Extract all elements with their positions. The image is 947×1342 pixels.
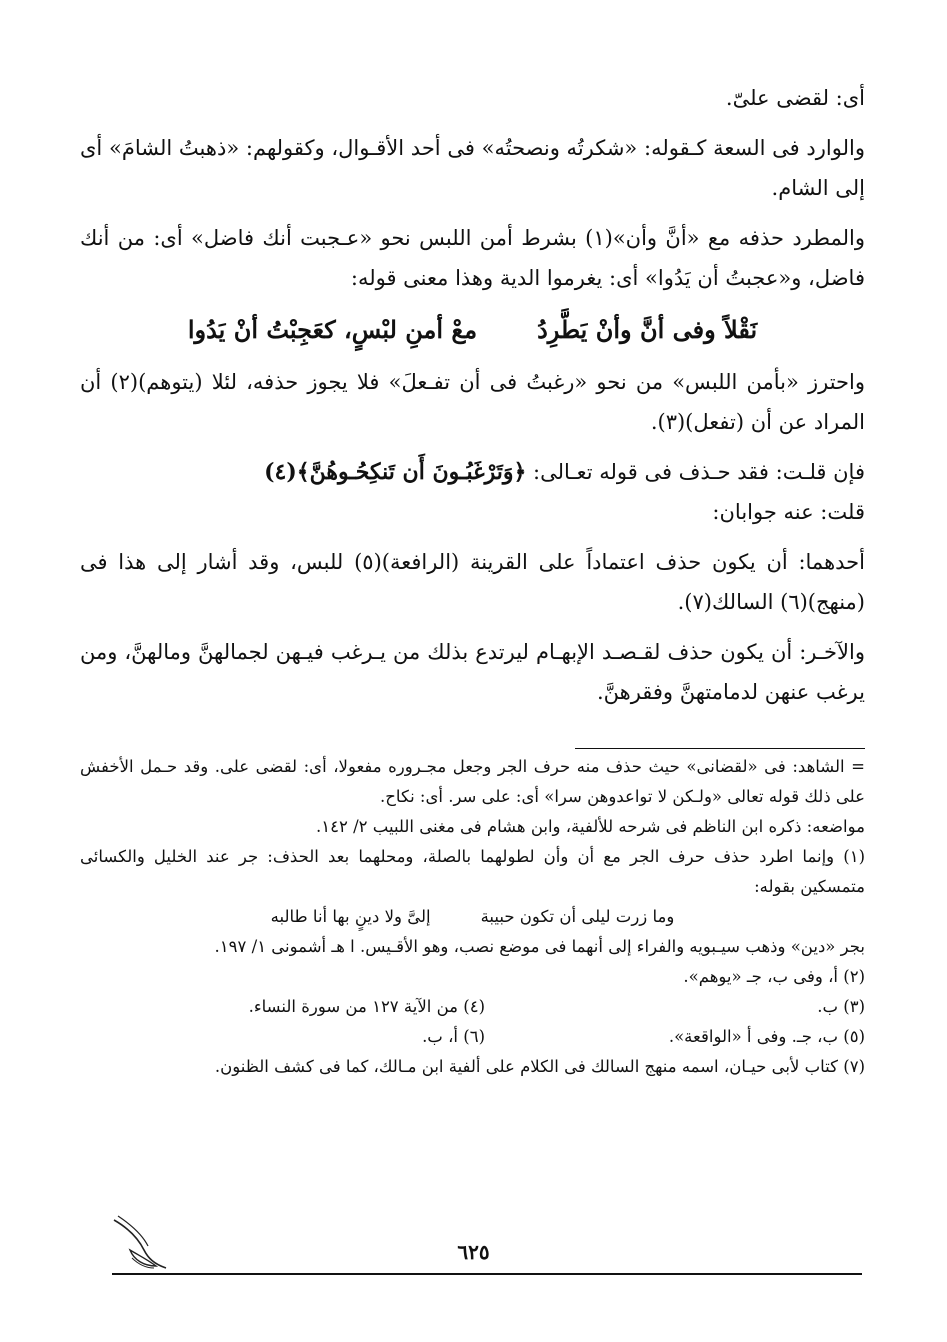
paragraph-3: والمطرد حذفه مع «أنَّ وأن»(١) بشرط أمن اللبس نحو «عـجبت أنك فاضل» أى: من أنك فاضل، و«عجبتُ أن يَدُوا» أى: يغرموا الدية وهذا معنى قوله: [80, 226, 865, 290]
footnote-6: (٦) أ، ب. [422, 1027, 485, 1046]
verse-first-hemistich: نَقْلاً وفى أنَّ وأنْ يَطَّرِدُ [537, 315, 758, 344]
page-number: ٦٢٥ [457, 1240, 490, 1264]
footnote-1: (١) وإنما اطرد حذف حرف الجر مع أن وأن لطولهما بالصلة، ومحلهما بعد الحذف: جر عند الخليل والكسائى متمسكين بقوله: [80, 847, 865, 896]
poetry-verse [80, 308, 865, 352]
paragraph-8: والآخـر: أن يكون حذف لقـصـد الإبهـام ليرتدع بذلك من يـرغب فيـهن لجمالهنَّ ومالهنَّ، ومن يرغب عنهن لدمامتهنَّ وفقرهنَّ. [80, 640, 865, 704]
verse-second-hemistich: معْ أمنِ لبْسٍ، كعَجِبْتُ أنْ يَدُوا [187, 315, 478, 344]
footnote-1-verse [80, 902, 865, 932]
footnote-row-5-6 [80, 1022, 865, 1052]
footnote-4: (٤) من الآية ١٢٧ من سورة النساء. [248, 997, 485, 1016]
bottom-rule [112, 1273, 862, 1275]
footnote-verse-first: وما زرت ليلى أن تكون حبيبة [480, 907, 675, 926]
paragraph-4: واحترز «بأمن اللبس» من نحو «رغبتُ فى أن تفـعلَ» فلا يجوز حذفه، لئلا (يتوهم)(٢) أن المراد عن أن (تفعل)(٣). [80, 370, 866, 434]
paragraph-5 [80, 452, 865, 492]
paragraph-2: والوارد فى السعة كـقوله: «شكرتُه ونصحتُه» فى أحد الأقـوال، وكقولهم: «ذهبتُ الشامَ» أى إلى الشام. [80, 136, 865, 200]
paragraph-5-text: فإن قلـت: فقد حـذف فى قوله تعـالى: [533, 460, 865, 484]
paragraph-6: قلت: عنه جوابان: [712, 500, 865, 524]
footnote-1-continued: بجر «دين» وذهب سيـبويه والفراء إلى أنهما فى موضع نصب، وهو الأقـيس. ا هـ أشمونى ١/ ١٩٧. [214, 937, 865, 956]
footnotes [80, 752, 865, 1082]
footnote-separator [575, 748, 865, 749]
footnote-5: (٥) ب، جـ. وفى أ «الواقعة». [668, 1027, 865, 1046]
footnote-3: (٣) ب. [817, 997, 865, 1016]
footnote-verse-second: إلىَّ ولا دينٍ بها أنا طالبه [270, 907, 431, 926]
footnote-7: (٧) كتاب لأبى حيـان، اسمه منهج السالك فى الكلام على ألفية ابن مـالك، كما فى كشف الظنون. [214, 1057, 865, 1076]
paragraph-1: أى: لقضى علىّ. [725, 86, 865, 110]
main-text [80, 78, 865, 722]
paragraph-7: أحدهما: أن يكون حذف اعتماداً على القرينة (الرافعة)(٥) للبس، وقد أشار إلى هذا فى (منهج)(٦) السالك(٧). [80, 550, 865, 614]
footnote-2: (٢) أ، وفى ب، جـ «يوهم». [683, 967, 865, 986]
quran-quote: ﴿وَتَرْغَبُـونَ أَن تَنكِحُـوهُنَّ﴾(٤) [264, 459, 527, 485]
footnote-mawadi: مواضعه: ذكره ابن الناظم فى شرحه للألفية، وابن هشام فى مغنى اللبيب ٢/ ١٤٢. [316, 817, 865, 836]
footnote-row-3-4 [80, 992, 865, 1022]
footnote-continued: = الشاهد: فى «لقضانى» حيث حذف منه حرف الجر وجعل مجـروره مفعولا، أى: لقضى على. وقد حـمل الأخفش على ذلك قوله تعالى «ولـكن لا تواعدوهن سرا» أى: على سر. أى: نكاح. [80, 757, 865, 806]
